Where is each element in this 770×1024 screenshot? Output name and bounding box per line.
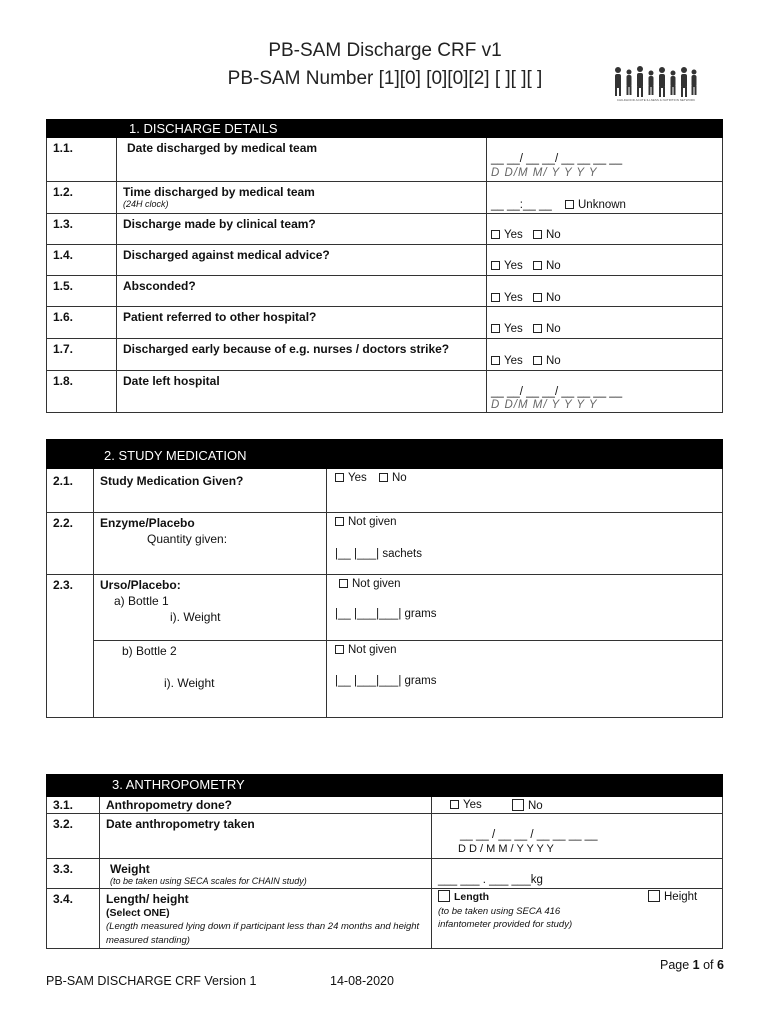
item-label: Discharged against medical advice?	[117, 245, 487, 276]
no-option[interactable]: No	[533, 260, 561, 272]
chain-logo	[610, 64, 702, 102]
select-one-label: (Select ONE)	[106, 907, 170, 919]
checkbox-icon[interactable]	[533, 261, 542, 270]
date-format-hint: D D / M M / Y Y Y Y	[458, 843, 554, 855]
checkbox-icon[interactable]	[335, 473, 344, 482]
date-blank: __ __ / __ __ / __ __ __ __	[460, 829, 598, 841]
no-option[interactable]: No	[533, 229, 561, 241]
checkbox-icon[interactable]	[533, 356, 542, 365]
item-label: Enzyme/Placebo	[100, 516, 195, 530]
no-option[interactable]: No	[379, 472, 407, 484]
checkbox-icon[interactable]	[438, 890, 450, 902]
yes-no-field[interactable]	[487, 307, 723, 339]
date-format-hint: D D/M M/ Y Y Y Y	[491, 167, 598, 179]
not-given-option[interactable]: Not given	[335, 644, 397, 656]
enzyme-field[interactable]	[327, 513, 723, 575]
s3-title: 3. ANTHROPOMETRY	[100, 775, 723, 797]
discharge-details-table	[46, 119, 723, 413]
item-num: 2.1.	[47, 469, 94, 513]
page-indicator: Page 1 of 6	[660, 958, 724, 972]
weight-label-cell	[100, 859, 432, 889]
yes-no-field[interactable]	[487, 245, 723, 276]
item-num: 1.4.	[47, 245, 117, 276]
logo-caption: CHILDHOOD ACUTE ILLNESS & NUTRITION NETWORK	[616, 98, 696, 102]
time-discharged-field[interactable]	[487, 182, 723, 214]
item-num: 3.4.	[47, 889, 100, 949]
no-option[interactable]: No	[512, 799, 543, 812]
bottle2-label-cell	[94, 641, 327, 718]
item-num: 1.2.	[47, 182, 117, 214]
s2-title: 2. STUDY MEDICATION	[94, 440, 723, 469]
weight-field[interactable]	[432, 859, 723, 889]
item-num: 1.3.	[47, 214, 117, 245]
checkbox-icon[interactable]	[491, 293, 500, 302]
length-label-cell	[100, 889, 432, 949]
item-label: Time discharged by medical team	[123, 185, 315, 199]
anthro-done-field[interactable]	[432, 797, 723, 814]
height-option[interactable]: Height	[648, 890, 697, 903]
yes-no-field[interactable]	[487, 276, 723, 307]
bottle1-field[interactable]	[327, 575, 723, 641]
date-discharged-field[interactable]	[487, 138, 723, 182]
item-label: Date anthropometry taken	[100, 814, 432, 859]
not-given-option[interactable]: Not given	[339, 578, 401, 590]
item-label: Study Medication Given?	[94, 469, 327, 513]
weight1-label: i). Weight	[170, 610, 221, 624]
checkbox-icon[interactable]	[512, 799, 524, 811]
time-blank: __ __:__ __	[491, 199, 552, 211]
checkbox-icon[interactable]	[533, 324, 542, 333]
item-label-time	[117, 182, 487, 214]
weight-blank: ___ ___ . ___ ___kg	[438, 874, 543, 886]
yes-no-field[interactable]	[487, 214, 723, 245]
item-num: 2.3.	[47, 575, 94, 718]
checkbox-icon[interactable]	[335, 645, 344, 654]
s1-title: 1. DISCHARGE DETAILS	[117, 120, 723, 138]
yes-option[interactable]: Yes	[491, 260, 523, 272]
med-given-field[interactable]	[327, 469, 723, 513]
item-num: 3.2.	[47, 814, 100, 859]
item-num: 1.1.	[47, 138, 117, 182]
yes-no-field[interactable]	[487, 339, 723, 371]
s3-header-blank	[47, 775, 100, 797]
item-label: Anthropometry done?	[100, 797, 432, 814]
checkbox-icon[interactable]	[491, 324, 500, 333]
item-label: Patient referred to other hospital?	[117, 307, 487, 339]
item-label: Date left hospital	[117, 371, 487, 413]
item-sublabel: (24H clock)	[123, 199, 169, 209]
checkbox-icon[interactable]	[565, 200, 574, 209]
pbsam-number: PB-SAM Number [1][0] [0][0][2] [ ][ ][ ]	[227, 68, 543, 89]
date-blank: __ __/ __ __/ __ __ __ __	[491, 153, 623, 165]
item-num: 1.8.	[47, 371, 117, 413]
checkbox-icon[interactable]	[533, 293, 542, 302]
length-note: (Length measured lying down if participant less than 24 months and height measured standing)	[106, 921, 420, 946]
study-medication-table	[46, 439, 723, 718]
checkbox-icon[interactable]	[339, 579, 348, 588]
yes-option[interactable]: Yes	[450, 799, 482, 811]
bottle2-field[interactable]	[327, 641, 723, 718]
bottle1-label: a) Bottle 1	[114, 594, 169, 608]
checkbox-icon[interactable]	[450, 800, 459, 809]
date-blank: __ __/ __ __/ __ __ __ __	[491, 386, 623, 398]
item-num: 3.3.	[47, 859, 100, 889]
checkbox-icon[interactable]	[491, 356, 500, 365]
checkbox-icon[interactable]	[648, 890, 660, 902]
item-label: Weight	[110, 862, 150, 876]
item-num: 1.5.	[47, 276, 117, 307]
checkbox-icon[interactable]	[379, 473, 388, 482]
grams-blank: |__ |___|___| grams	[335, 608, 437, 620]
s1-header-blank	[47, 120, 117, 138]
form-title: PB-SAM Discharge CRF v1	[268, 40, 502, 61]
unknown-option[interactable]: Unknown	[565, 199, 626, 211]
yes-option[interactable]: Yes	[491, 323, 523, 335]
sachets-blank: |__ |___| sachets	[335, 548, 422, 560]
item-label: Length/ height	[106, 892, 189, 906]
item-sublabel: (to be taken using SECA scales for CHAIN study)	[110, 876, 307, 886]
weight2-label: i). Weight	[164, 676, 215, 690]
grams-blank: |__ |___|___| grams	[335, 675, 437, 687]
anthropometry-table	[46, 774, 723, 949]
no-option[interactable]: No	[533, 355, 561, 367]
bottle2-label: b) Bottle 2	[122, 644, 177, 658]
no-option[interactable]: No	[533, 292, 561, 304]
item-label: Date discharged by medical team	[117, 138, 487, 182]
date-left-field[interactable]	[487, 371, 723, 413]
not-given-option[interactable]: Not given	[335, 516, 397, 528]
anthro-date-field[interactable]	[432, 814, 723, 859]
item-label: Urso/Placebo:	[100, 578, 181, 592]
yes-option[interactable]: Yes	[491, 229, 523, 241]
yes-option[interactable]: Yes	[335, 472, 367, 484]
checkbox-icon[interactable]	[335, 517, 344, 526]
yes-option[interactable]: Yes	[491, 292, 523, 304]
quantity-label: Quantity given:	[147, 532, 228, 546]
footer-date: 14-08-2020	[330, 974, 394, 988]
urso-label-cell	[94, 575, 327, 641]
infantometer-note: (to be taken using SECA 416 infantometer provided for study)	[438, 906, 573, 930]
item-num: 1.6.	[47, 307, 117, 339]
item-num: 3.1.	[47, 797, 100, 814]
checkbox-icon[interactable]	[533, 230, 542, 239]
yes-option[interactable]: Yes	[491, 355, 523, 367]
date-format-hint: D D/M M/ Y Y Y Y	[491, 399, 598, 411]
enzyme-label-cell	[94, 513, 327, 575]
checkbox-icon[interactable]	[491, 261, 500, 270]
item-label: Absconded?	[117, 276, 487, 307]
item-num: 1.7.	[47, 339, 117, 371]
checkbox-icon[interactable]	[491, 230, 500, 239]
no-option[interactable]: No	[533, 323, 561, 335]
footer-form-version: PB-SAM DISCHARGE CRF Version 1	[46, 974, 257, 988]
length-option[interactable]: Length	[438, 890, 489, 903]
length-height-field[interactable]	[432, 889, 723, 949]
s2-header-blank	[47, 440, 94, 469]
item-label: Discharged early because of e.g. nurses / doctors strike?	[117, 339, 487, 371]
item-num: 2.2.	[47, 513, 94, 575]
item-label: Discharge made by clinical team?	[117, 214, 487, 245]
